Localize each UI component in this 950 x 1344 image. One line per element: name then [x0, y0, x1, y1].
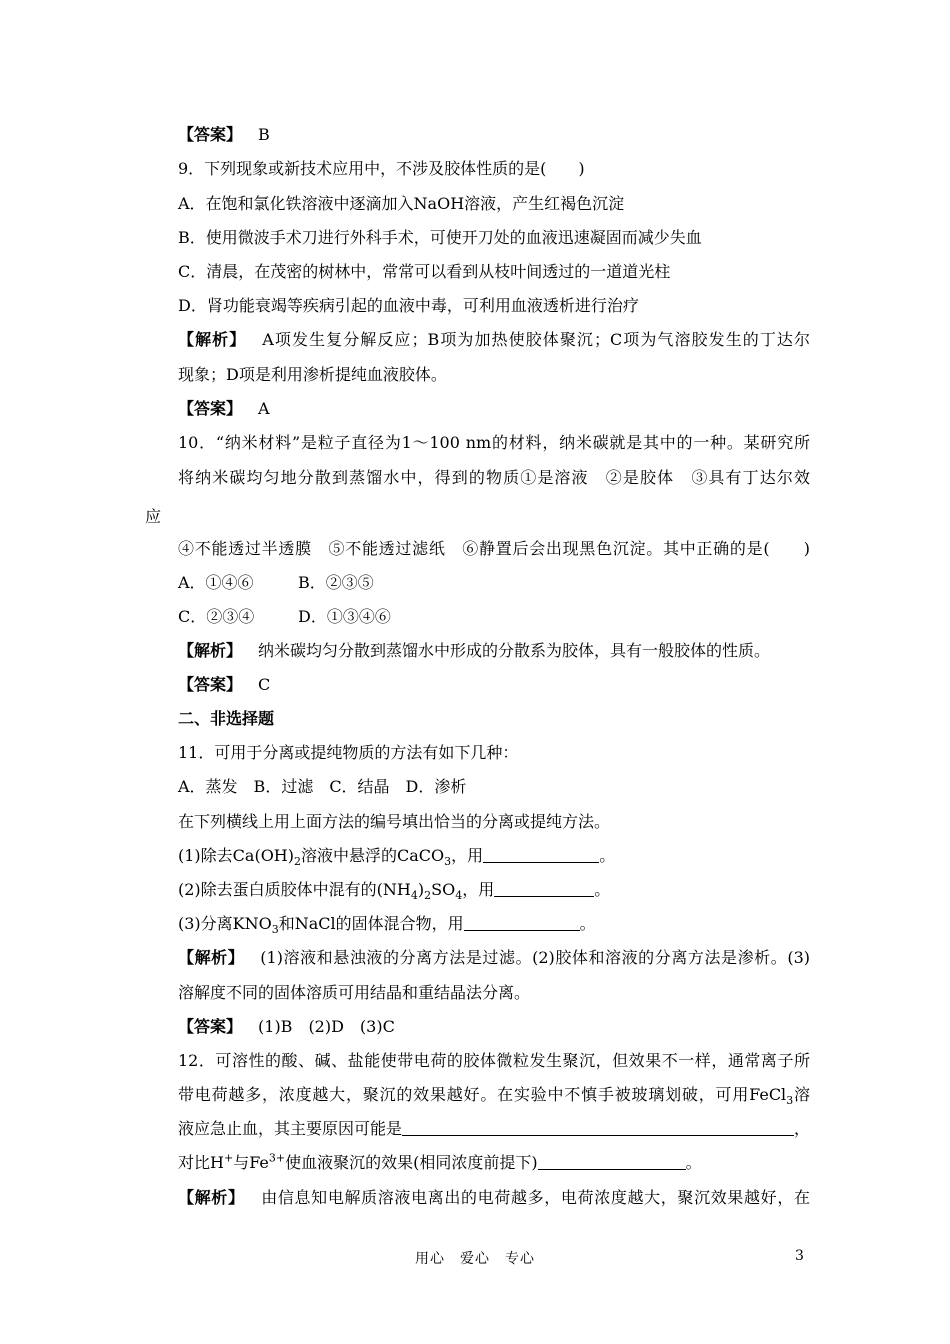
- q12-stem-line-3: [178, 1118, 810, 1140]
- q10-explanation-text: 纳米碳均匀分散到蒸馏水中形成的分散系为胶体，具有一般胶体的性质。: [258, 641, 771, 660]
- q12-stem-line-2-text: 带电荷越多，浓度越大，聚沉的效果越好。在实验中不慎手被玻璃划破，可用FeCl: [178, 1085, 787, 1104]
- q10-options-ab: [178, 572, 374, 594]
- q9-option-b: B．使用微波手术刀进行外科手术，可使开刀处的血液迅速凝固而减少失血: [178, 228, 702, 247]
- q10-explanation: [178, 640, 770, 662]
- q11-sub-1-text-a: (1)除去Ca(OH): [178, 846, 295, 865]
- subscript-2: 2: [294, 855, 302, 869]
- q11-sub-2: [178, 879, 610, 901]
- answer-tag: 【答案】: [178, 125, 243, 144]
- q12-reason-blank[interactable]: [402, 1119, 794, 1136]
- q11-answer: [178, 1016, 395, 1038]
- q12-stem-line-1: 12．可溶性的酸、碱、盐能使带电荷的胶体微粒发生聚沉，但效果不一样，通常离子所: [178, 1051, 810, 1070]
- q12-stem-line-3-end: ，: [794, 1119, 811, 1138]
- q12-stem-line-2-end: 溶: [793, 1085, 810, 1104]
- answer-value: B: [258, 125, 270, 144]
- q12-explanation-text: 由信息知电解质溶液电离出的电荷越多，电荷浓度越大，聚沉效果越好，在: [260, 1188, 810, 1207]
- subscript-4: 4: [455, 889, 463, 903]
- q9-explanation: [178, 329, 810, 351]
- answer-line: [178, 124, 270, 146]
- q12-stem-line-3-text: 液应急止血，其主要原因可能是: [178, 1119, 403, 1138]
- q11-sub-3: [178, 913, 596, 935]
- subscript-3: 3: [786, 1094, 794, 1108]
- q10-answer-value: C: [258, 675, 271, 694]
- q10-option-a: A．①④⑥: [178, 573, 254, 592]
- answer-tag: 【答案】: [178, 1017, 243, 1036]
- subscript-3: 3: [444, 855, 452, 869]
- q11-instruction: 在下列横线上用上面方法的编号填出恰当的分离或提纯方法。: [178, 812, 611, 831]
- q9-option-d: D．肾功能衰竭等疾病引起的血液中毒，可利用血液透析进行治疗: [178, 296, 639, 315]
- explanation-tag: 【解析】: [178, 1188, 245, 1207]
- page-footer: 用心 爱心 专心: [415, 1251, 535, 1267]
- q11-sub-3-text-a: (3)分离KNO: [178, 914, 272, 933]
- q10-stem-line-1: 10．“纳米材料”是粒子直径为1～100 nm的材料，纳米碳就是其中的一种。某研究所: [178, 433, 810, 452]
- q11-sub-1-blank[interactable]: [483, 846, 599, 863]
- q11-explanation-text-2: 溶解度不同的固体溶质可用结晶和重结晶法分离。: [178, 983, 531, 1002]
- q9-answer-value: A: [258, 399, 270, 418]
- q10-stem-line-3: 应: [145, 507, 162, 526]
- answer-tag: 【答案】: [178, 399, 243, 418]
- q9-option-a: A．在饱和氯化铁溶液中逐滴加入NaOH溶液，产生红褐色沉淀: [178, 194, 625, 213]
- q12-stem-line-4: [178, 1152, 702, 1174]
- answer-tag: 【答案】: [178, 675, 243, 694]
- q11-explanation-text-1: (1)溶液和悬浊液的分离方法是过滤。(2)胶体和溶液的分离方法是渗析。(3): [260, 948, 810, 967]
- q11-sub-2-text-c: SO: [431, 880, 456, 899]
- q11-sub-2-blank[interactable]: [494, 880, 594, 897]
- period: 。: [579, 914, 596, 933]
- q9-stem: 9．下列现象或新技术应用中，不涉及胶体性质的是( ): [178, 159, 585, 178]
- period: 。: [599, 846, 616, 865]
- q11-sub-1-text-b: 溶液中悬浮的CaCO: [301, 846, 445, 865]
- q10-options-cd: [178, 606, 391, 628]
- q11-sub-2-text-b: ): [417, 880, 425, 899]
- q9-answer: [178, 398, 270, 420]
- q12-stem-line-4-c: 使血液聚沉的效果(相同浓度前提下): [285, 1153, 538, 1172]
- explanation-tag: 【解析】: [178, 948, 245, 967]
- q10-answer: [178, 674, 270, 696]
- subscript-2: 2: [424, 889, 432, 903]
- q9-option-c: C．清晨，在茂密的树林中，常常可以看到从枝叶间透过的一道道光柱: [178, 262, 671, 281]
- q10-option-c: C．②③④: [178, 607, 255, 626]
- q11-sub-3-blank[interactable]: [464, 914, 580, 931]
- q11-sub-2-text-a: (2)除去蛋白质胶体中混有的(NH: [178, 880, 411, 899]
- q9-explanation-text-2: 现象；D项是利用渗析提纯血液胶体。: [178, 365, 447, 384]
- q11-options: A．蒸发 B．过滤 C．结晶 D．渗析: [178, 777, 467, 796]
- q12-stem-line-4-end: 。: [685, 1153, 702, 1172]
- q12-stem-line-4-b: 与Fe: [233, 1153, 269, 1172]
- q9-explanation-text-1: A项发生复分解反应；B项为加热使胶体聚沉；C项为气溶胶发生的丁达尔: [262, 330, 810, 349]
- explanation-tag: 【解析】: [178, 641, 243, 660]
- q11-answer-value: (1)B (2)D (3)C: [258, 1017, 395, 1036]
- q11-sub-2-text-d: ，用: [462, 880, 495, 899]
- explanation-tag: 【解析】: [178, 330, 247, 349]
- superscript-3plus: 3+: [268, 1151, 286, 1165]
- q11-sub-3-text-b: 和NaCl的固体混合物，用: [278, 914, 464, 933]
- q12-compare-blank[interactable]: [538, 1153, 686, 1170]
- q12-stem-line-2: [178, 1084, 810, 1106]
- q12-explanation: [178, 1187, 810, 1209]
- subscript-4: 4: [410, 889, 418, 903]
- section-heading: 二、非选择题: [178, 709, 275, 728]
- period: 。: [594, 880, 611, 899]
- q11-sub-1: [178, 845, 615, 867]
- q11-sub-1-text-c: ，用: [451, 846, 484, 865]
- page-number: 3: [795, 1248, 804, 1264]
- superscript-plus: +: [223, 1151, 234, 1165]
- q11-explanation: [178, 947, 810, 969]
- q10-stem-line-2: 将纳米碳均匀地分散到蒸馏水中，得到的物质①是溶液 ②是胶体 ③具有丁达尔效: [178, 468, 810, 487]
- q10-option-d: D．①③④⑥: [298, 607, 391, 626]
- subscript-3: 3: [271, 923, 279, 937]
- q10-option-b: B．②③⑤: [298, 573, 374, 592]
- q10-stem-line-4: ④不能透过半透膜 ⑤不能透过滤纸 ⑥静置后会出现黑色沉淀。其中正确的是( ): [178, 539, 810, 558]
- q12-stem-line-4-a: 对比H: [178, 1153, 224, 1172]
- q11-stem: 11．可用于分离或提纯物质的方法有如下几种：: [178, 743, 519, 762]
